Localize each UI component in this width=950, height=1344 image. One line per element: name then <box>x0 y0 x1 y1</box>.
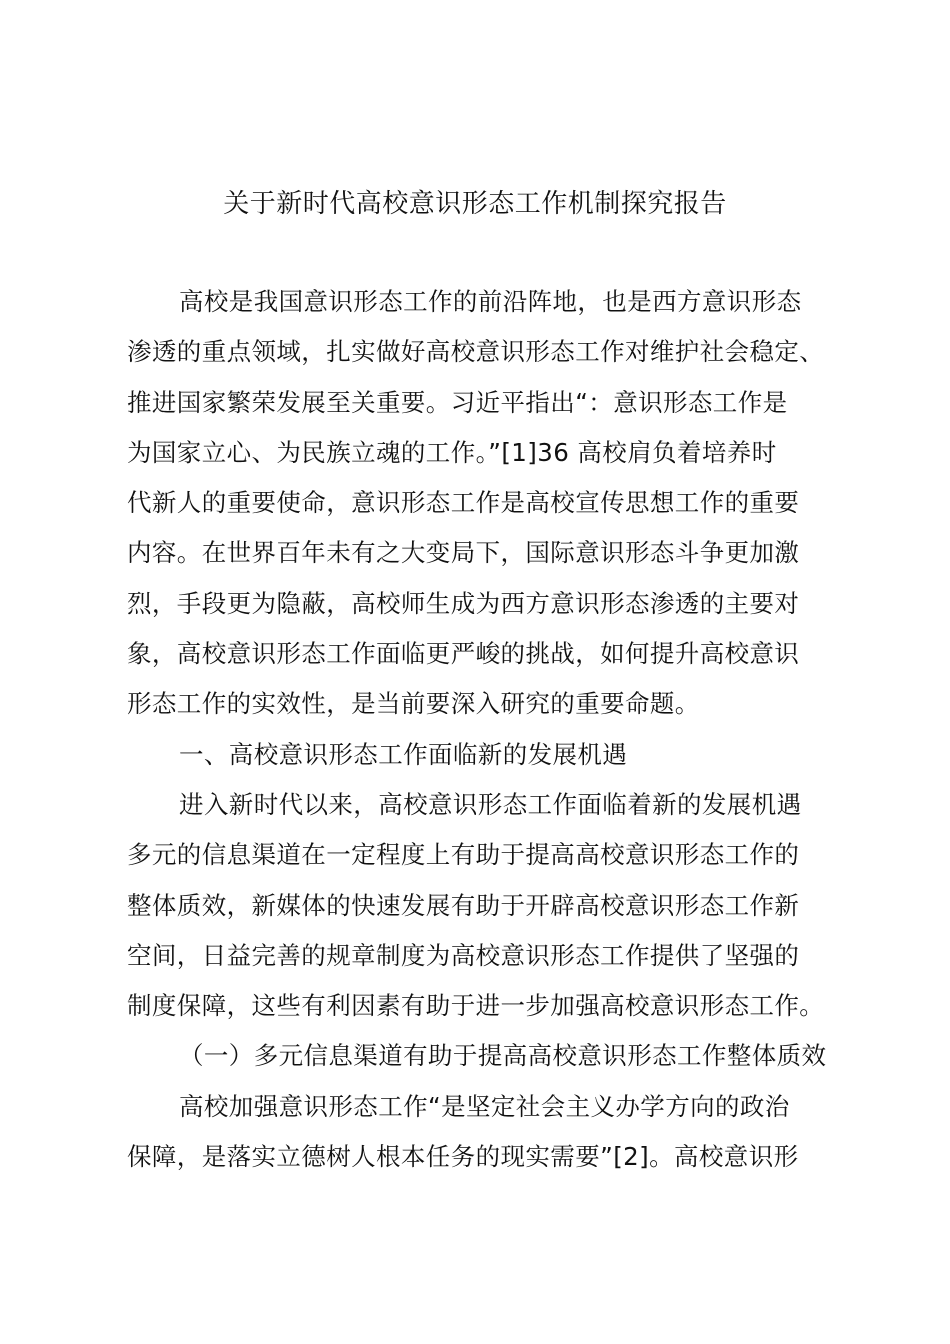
paragraph-line: 高校加强意识形态工作“是坚定社会主义办学方向的政治 <box>179 1091 790 1121</box>
subsection-heading: （一）多元信息渠道有助于提高高校意识形态工作整体质效 <box>179 1041 827 1071</box>
paragraph-line: 高校是我国意识形态工作的前沿阵地，也是西方意识形态 <box>179 287 802 316</box>
document-title: 关于新时代高校意识形态工作机制探究报告 <box>223 189 727 219</box>
document-body <box>127 277 845 1182</box>
paragraph-line: 整体质效，新媒体的快速发展有助于开辟高校意识形态工作新 <box>127 890 800 920</box>
paragraph-line: 多元的信息渠道在一定程度上有助于提高高校意识形态工作的 <box>127 840 800 870</box>
paragraph-line: 渗透的重点领域，扎实做好高校意识形态工作对维护社会稳定、 <box>127 337 825 367</box>
paragraph-line: 烈，手段更为隐蔽，高校师生成为西方意识形态渗透的主要对 <box>127 588 800 618</box>
paragraph-line: 进入新时代以来，高校意识形态工作面临着新的发展机遇 <box>179 789 802 819</box>
paragraph-line: 推进国家繁荣发展至关重要。习近平指出“：意识形态工作是 <box>127 387 788 417</box>
paragraph-line: 为国家立心、为民族立魂的工作。”[1]36 高校肩负着培养时 <box>127 437 777 467</box>
paragraph-line: 制度保障，这些有利因素有助于进一步加强高校意识形态工作。 <box>127 991 825 1021</box>
paragraph-line: 象，高校意识形态工作面临更严峻的挑战，如何提升高校意识 <box>127 639 800 669</box>
paragraph-line: 形态工作的实效性，是当前要深入研究的重要命题。 <box>127 689 700 719</box>
section-heading: 一、高校意识形态工作面临新的发展机遇 <box>179 739 628 769</box>
paragraph-line: 内容。在世界百年未有之大变局下，国际意识形态斗争更加激 <box>127 538 800 568</box>
paragraph-line: 保障，是落实立德树人根本任务的现实需要”[2]。高校意识形 <box>127 1142 799 1172</box>
paragraph-line: 代新人的重要使命，意识形态工作是高校宣传思想工作的重要 <box>127 488 800 518</box>
paragraph-line: 空间，日益完善的规章制度为高校意识形态工作提供了坚强的 <box>127 940 800 970</box>
